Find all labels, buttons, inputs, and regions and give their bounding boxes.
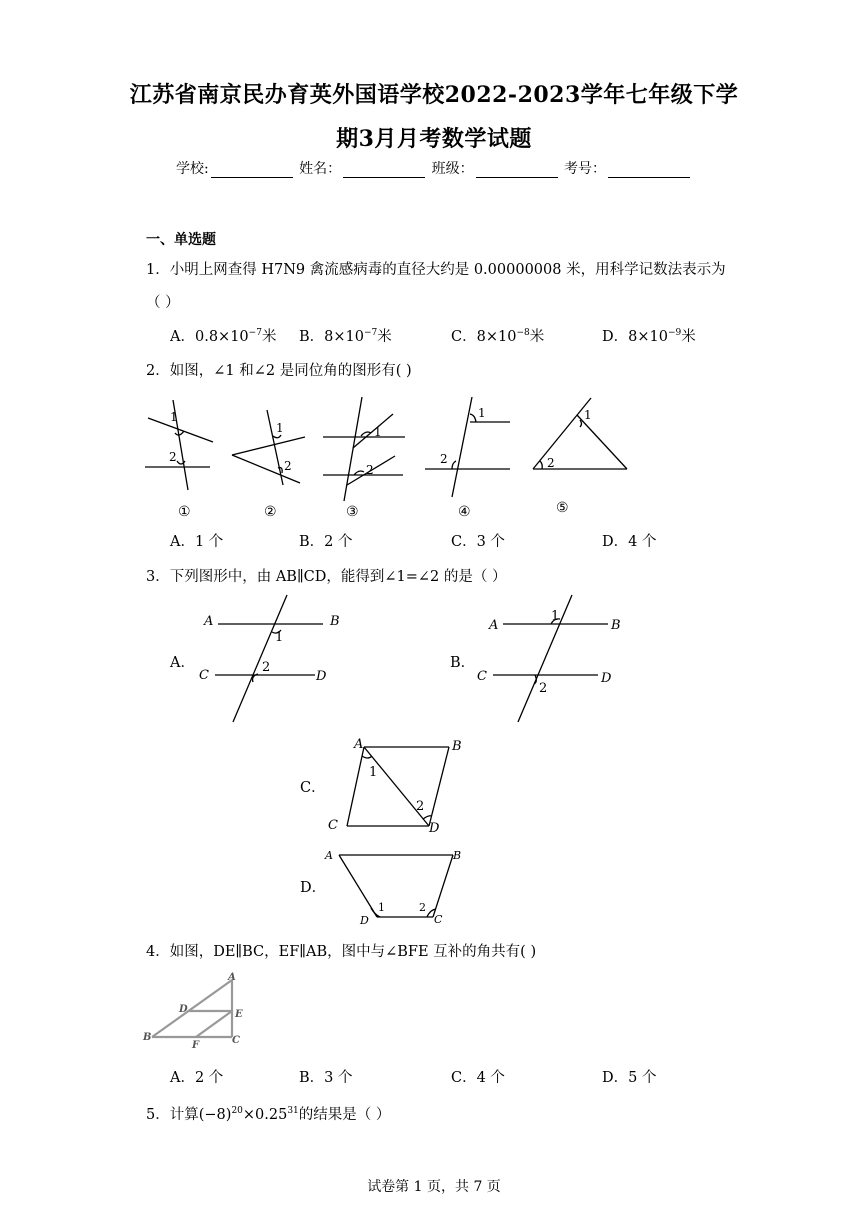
q3a-angle1: 1 [275,630,284,645]
q3c-diagonal-ad [364,747,429,826]
q2-option-d: D．4 个 [602,534,657,550]
q3b-angle2: 2 [539,681,548,696]
question-5-text: 5．计算$(-8)^{20}\times 0.25^{31}$的结果是（ ） [146,1106,391,1123]
q2-fig1-arc1 [175,431,184,435]
q2-option-a: A．1 个 [170,534,224,550]
question-1-text: 1．小明上网查得 H7N9 禽流感病毒的直径大约是 0.00000008 米，用科学记数法表示为 [146,262,726,278]
q3-figure-a [195,590,345,730]
class-label: 班级： [431,161,474,177]
q3-option-d: D． [300,880,327,896]
question-4-text: 4．如图，DE∥BC，EF∥AB，图中与∠BFE 互补的角共有( ) [146,944,537,960]
question-1-paren: （ ） [146,295,180,311]
q3-figure-c [325,735,475,835]
q4-option-b: B．3 个 [299,1070,353,1086]
q3-option-b: B． [450,655,476,671]
q2-fig5-angle1-label: 1 [584,408,592,422]
q2-fig4-arc2 [452,461,456,469]
q3a-label-c: C [199,668,209,683]
q4-label-a: A [228,972,236,983]
q3d-side-ad [339,855,377,917]
q2-option-c: C．3 个 [451,534,505,550]
q2-fig3-number: ③ [346,504,359,520]
q3d-label-c: C [434,913,443,926]
q3a-label-d: D [316,669,327,684]
q2-fig2-line-b [232,437,305,455]
q2-fig4-angle2-label: 2 [440,452,448,466]
question-2-text: 2．如图，∠1 和∠2 是同位角的图形有( ) [146,363,412,379]
q4-label-d: D [179,1004,188,1015]
q3b-label-b: B [611,618,621,633]
q3-figure-d [320,845,470,930]
q2-fig5-arc1 [580,420,582,427]
q3d-label-d: D [360,914,369,927]
q3d-label-a: A [325,849,333,862]
q2-fig1-line-top [148,418,213,442]
q2-figures [140,390,640,520]
q3b-label-a: A [489,618,499,633]
q1-option-c: C．$8\times 10^{-8}$米 [451,328,545,345]
q4-segment-ef [196,1011,232,1037]
q2-fig3-angle2-label: 2 [366,463,374,477]
q3a-label-b: B [330,614,340,629]
q3a-label-a: A [204,614,214,629]
q4-segment-ba [152,980,232,1037]
q3c-label-d: D [429,821,440,835]
q4-label-c: C [232,1035,240,1046]
q1-option-d: D．$8\times 10^{-9}$米 [602,328,696,345]
q2-fig1-angle1-label: 1 [170,410,178,424]
q3c-label-a: A [354,737,364,752]
exam-title-line2: 期3月月考数学试题 [336,126,532,152]
q1-option-a: A．$0.8\times 10^{-7}$米 [170,328,277,345]
q3c-label-b: B [452,739,462,754]
q2-fig5-angle2-label: 2 [547,456,555,470]
q3b-label-c: C [477,669,487,684]
q2-fig3-angle1-label: 1 [374,425,382,439]
q2-fig1-number: ① [178,504,191,520]
q3d-side-bc [433,855,453,917]
q4-label-b: B [143,1032,152,1043]
q2-fig1-angle2-label: 2 [169,450,177,464]
school-blank [211,161,293,178]
q3-figure-b [475,590,625,730]
q2-fig3-line-diag1 [353,414,393,448]
number-label: 考号： [564,161,607,177]
q4-label-e: E [235,1009,243,1020]
q3b-angle1: 1 [551,609,560,624]
q3a-transversal [233,595,287,722]
q4-figure [140,972,250,1052]
q4-label-f: F [192,1040,200,1051]
question-3-text: 3．下列图形中，由 AB∥CD，能得到∠1=∠2 的是（ ） [146,569,507,585]
q3c-side-bd [429,747,449,826]
q4-option-c: C．4 个 [451,1070,505,1086]
q3d-angle1: 1 [378,901,385,914]
q2-fig4-number: ④ [458,504,471,520]
q2-fig2-angle2-label: 2 [284,459,292,473]
number-blank [608,161,690,178]
page-footer: 试卷第 1 页，共 7 页 [367,1179,501,1195]
q3-option-c: C． [300,780,326,796]
q2-option-b: B．2 个 [299,534,353,550]
q1-option-b: B．$8\times 10^{-7}$米 [299,328,392,345]
q3c-angle2: 2 [416,799,425,814]
name-blank [343,161,425,178]
q3d-angle2: 2 [419,901,426,914]
q3c-label-c: C [328,818,338,833]
q2-fig2-arc1 [273,435,281,438]
q2-fig2-number: ② [264,504,277,520]
q3c-arc2 [423,816,431,819]
q2-fig5-left-side [533,398,591,469]
q2-fig2-angle1-label: 1 [276,421,284,435]
section-heading: 一、单选题 [146,232,216,248]
q3c-angle1: 1 [369,765,378,780]
q2-fig5-arc2 [540,461,542,469]
q3b-label-d: D [601,671,612,686]
school-label: 学校: [175,161,209,177]
q3b-transversal [518,595,572,722]
q4-option-a: A．2 个 [170,1070,224,1086]
q2-fig5-right-side [577,415,627,469]
q3-option-a: A． [170,655,195,671]
class-blank [476,161,558,178]
q2-fig3-transversal [344,397,362,501]
q2-fig4-angle1-label: 1 [478,406,486,420]
q2-fig5-number: ⑤ [556,500,569,516]
q2-fig4-transversal [452,397,472,497]
q3c-side-ac [347,747,364,826]
q3d-label-b: B [453,849,462,862]
q2-fig4-arc1 [470,414,476,422]
q3a-angle2: 2 [262,660,271,675]
name-label: 姓名： [299,161,342,177]
exam-title-line1: 江苏省南京民办育英外国语学校2022-2023学年七年级下学 [129,82,739,108]
q4-option-d: D．5 个 [602,1070,657,1086]
student-info-line [0,158,868,178]
q3c-arc1 [362,756,372,758]
